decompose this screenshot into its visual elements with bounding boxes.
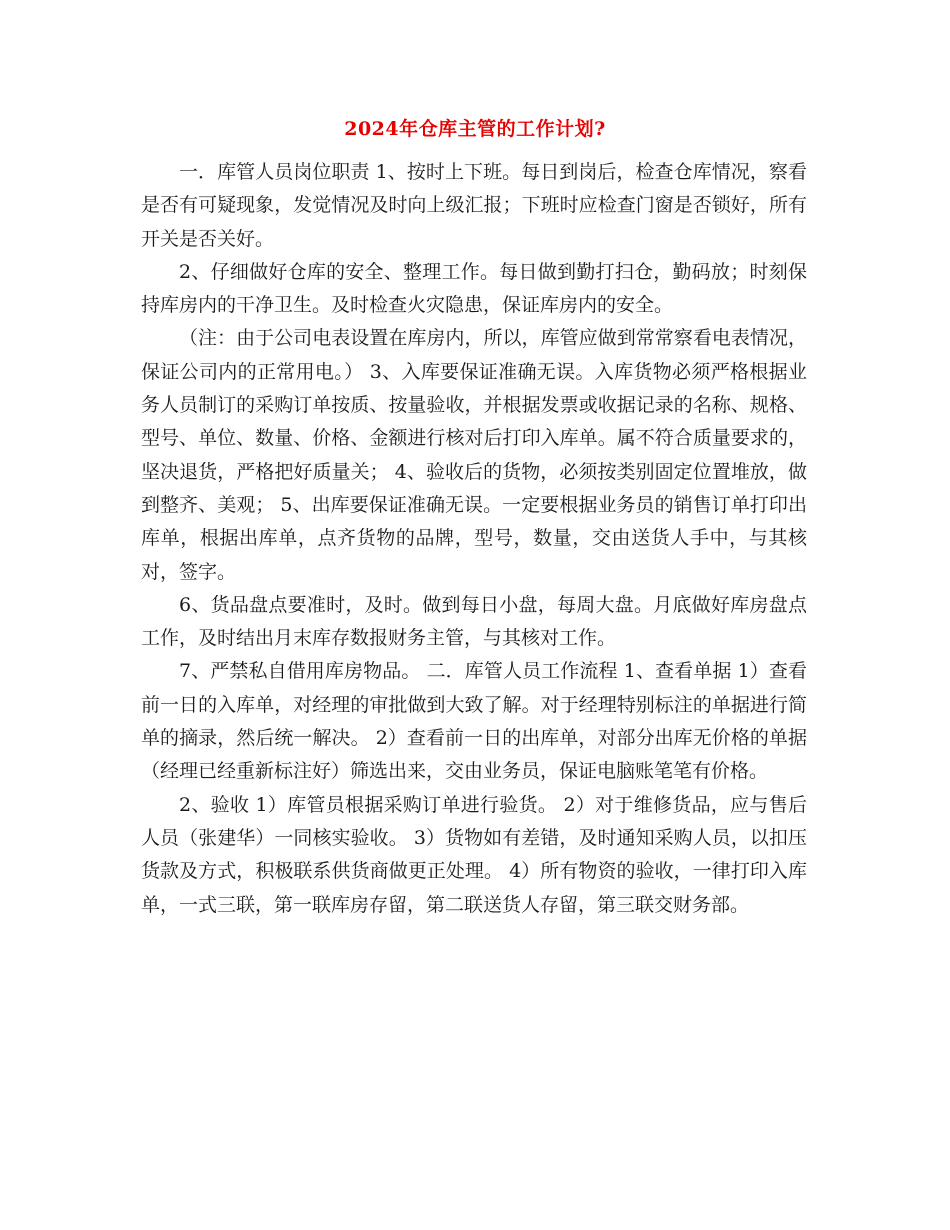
paragraph: 2、仔细做好仓库的安全、整理工作。每日做到勤打扫仓，勤码放；时刻保持库房内的干净卫生。及时检查火灾隐患，保证库房内的安全。 xyxy=(141,260,807,317)
paragraph: 7、严禁私自借用库房物品。 二．库管人员工作流程 1、查看单据 1）查看前一日的入库单，对经理的审批做到大致了解。对于经理特别标注的单据进行简单的摘录，然后统一解决。 2）查看前一日的出库单，对部分出库无价格的单据（经理已经重新标注好）筛选出来，交由业务员，保证电脑账笔笔有价格。 xyxy=(141,660,807,783)
document-body xyxy=(141,156,807,922)
paragraph: 6、货品盘点要准时，及时。做到每日小盘，每周大盘。月底做好库房盘点工作，及时结出月末库存数报财务主管，与其核对工作。 xyxy=(141,593,807,650)
paragraph: 2、验收 1）库管员根据采购订单进行验货。 2）对于维修货品，应与售后人员（张建华）一同核实验收。 3）货物如有差错，及时通知采购人员，以扣压货款及方式，积极联系供货商做更正处理。 4）所有物资的验收，一律打印入库单，一式三联，第一联库房存留，第二联送货人存留，第三联交财务部。 xyxy=(141,793,807,916)
paragraph: 一．库管人员岗位职责 1、按时上下班。每日到岗后，检查仓库情况，察看是否有可疑现象，发觉情况及时向上级汇报；下班时应检查门窗是否锁好，所有开关是否关好。 xyxy=(141,161,807,250)
document-title: 2024年仓库主管的工作计划? xyxy=(344,118,606,140)
paragraph: （注：由于公司电表设置在库房内，所以，库管应做到常常察看电表情况，保证公司内的正常用电。） 3、入库要保证准确无误。入库货物必须严格根据业务人员制订的采购订单按质、按量验收，并根据发票或收据记录的名称、规格、型号、单位、数量、价格、金额进行核对后打印入库单。属不符合质量要求的，坚决退货，严格把好质量关； 4、验收后的货物，必须按类别固定位置堆放，做到整齐、美观； 5、出库要保证准确无误。一定要根据业务员的销售订单打印出库单，根据出库单，点齐货物的品牌，型号，数量，交由送货人手中，与其核对，签字。 xyxy=(141,327,807,583)
